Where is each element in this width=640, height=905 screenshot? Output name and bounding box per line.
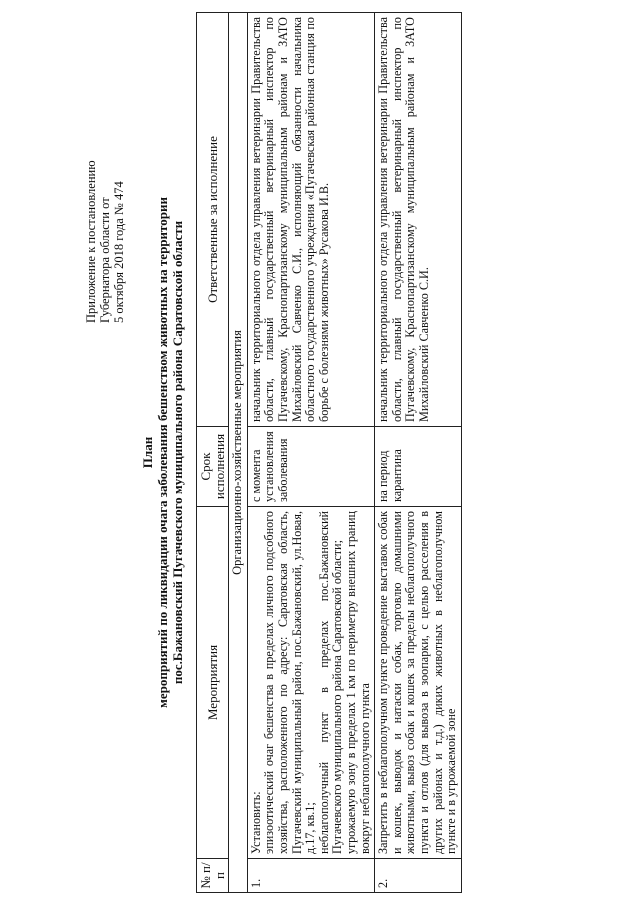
row-responsible: начальник территориального отдела управления ветеринарии Правительства области, главный государственный ветеринарный инспектор по Пугачевскому, Краснопартизанскому муниципальным районам и ЗАТО Михайловский Савченко С.И.	[375, 13, 462, 427]
row-responsible: начальник территориального отдела управления ветеринарии Правительства области, главный государственный ветеринарный инспектор по Пугачевскому, Краснопартизанскому муниципальным районам и ЗАТО Михайловский Савченко С.И., исполняющий обязанности начальника областного государственного учреждения «Пугачевская районная станция по борьбе с болезнями животных» Русакова И.В.	[247, 13, 374, 427]
approval-line: 5 октября 2018 года № 474	[112, 181, 126, 323]
title-line: пос.Бажановский Пугачевского муниципального района Саратовской области	[170, 220, 185, 685]
header-measures: Мероприятия	[197, 507, 229, 859]
header-term: Срок исполнения	[197, 427, 229, 507]
section-title: Организационно-хозяйственные мероприятия	[229, 13, 248, 893]
approval-line: Приложение к постановлению	[84, 160, 98, 323]
header-responsible: Ответственные за исполнение	[197, 13, 229, 427]
table-row	[375, 13, 462, 893]
row-term: на период карантина	[375, 427, 462, 507]
row-num: 2.	[375, 859, 462, 893]
section-row	[229, 13, 248, 893]
row-measure	[375, 507, 462, 859]
row-measure	[247, 507, 374, 859]
header-num: № п/п	[197, 859, 229, 893]
table-row	[247, 13, 374, 893]
approval-block	[84, 123, 126, 323]
table-header-row	[197, 13, 229, 893]
approval-line: Губернатора области от	[98, 197, 112, 323]
title-line: мероприятий по ликвидации очага заболевания бешенством животных на территории	[155, 197, 170, 708]
measure-line: угрожаемую зону в пределах 1 км по периметру внешних границ вокруг неблагополучного пункта	[343, 511, 372, 854]
row-num: 1.	[247, 859, 374, 893]
measure-line: эпизоотический очаг бешенства в пределах личного подсобного хозяйства, расположенного по адресу: Саратовская область, Пугачевский муниципальный район, пос.Бажановский, ул.Новая, д.17, кв.1;	[262, 511, 318, 854]
measure-line: Установить:	[248, 791, 263, 854]
measure-line: Запретить в неблагополучном пункте проведение выставок собак и кошек, выводок и натаски собак, торговлю домашними животными, вывоз собак и кошек за пределы неблагополучного пункта и отлов (для вывоза в зоопарки, с целью расселения в других районах и т.д.) диких животных в неблагополучном пункте и в угрожаемой зоне	[376, 511, 459, 854]
row-term: с момента установления заболевания	[247, 427, 374, 507]
title-word: План	[140, 436, 155, 469]
document-title	[140, 40, 185, 865]
measure-line: неблагополучный пункт в пределах пос.Бажановский Пугачевского муниципального района Саратовской области;	[316, 511, 345, 854]
plan-table	[196, 12, 462, 893]
